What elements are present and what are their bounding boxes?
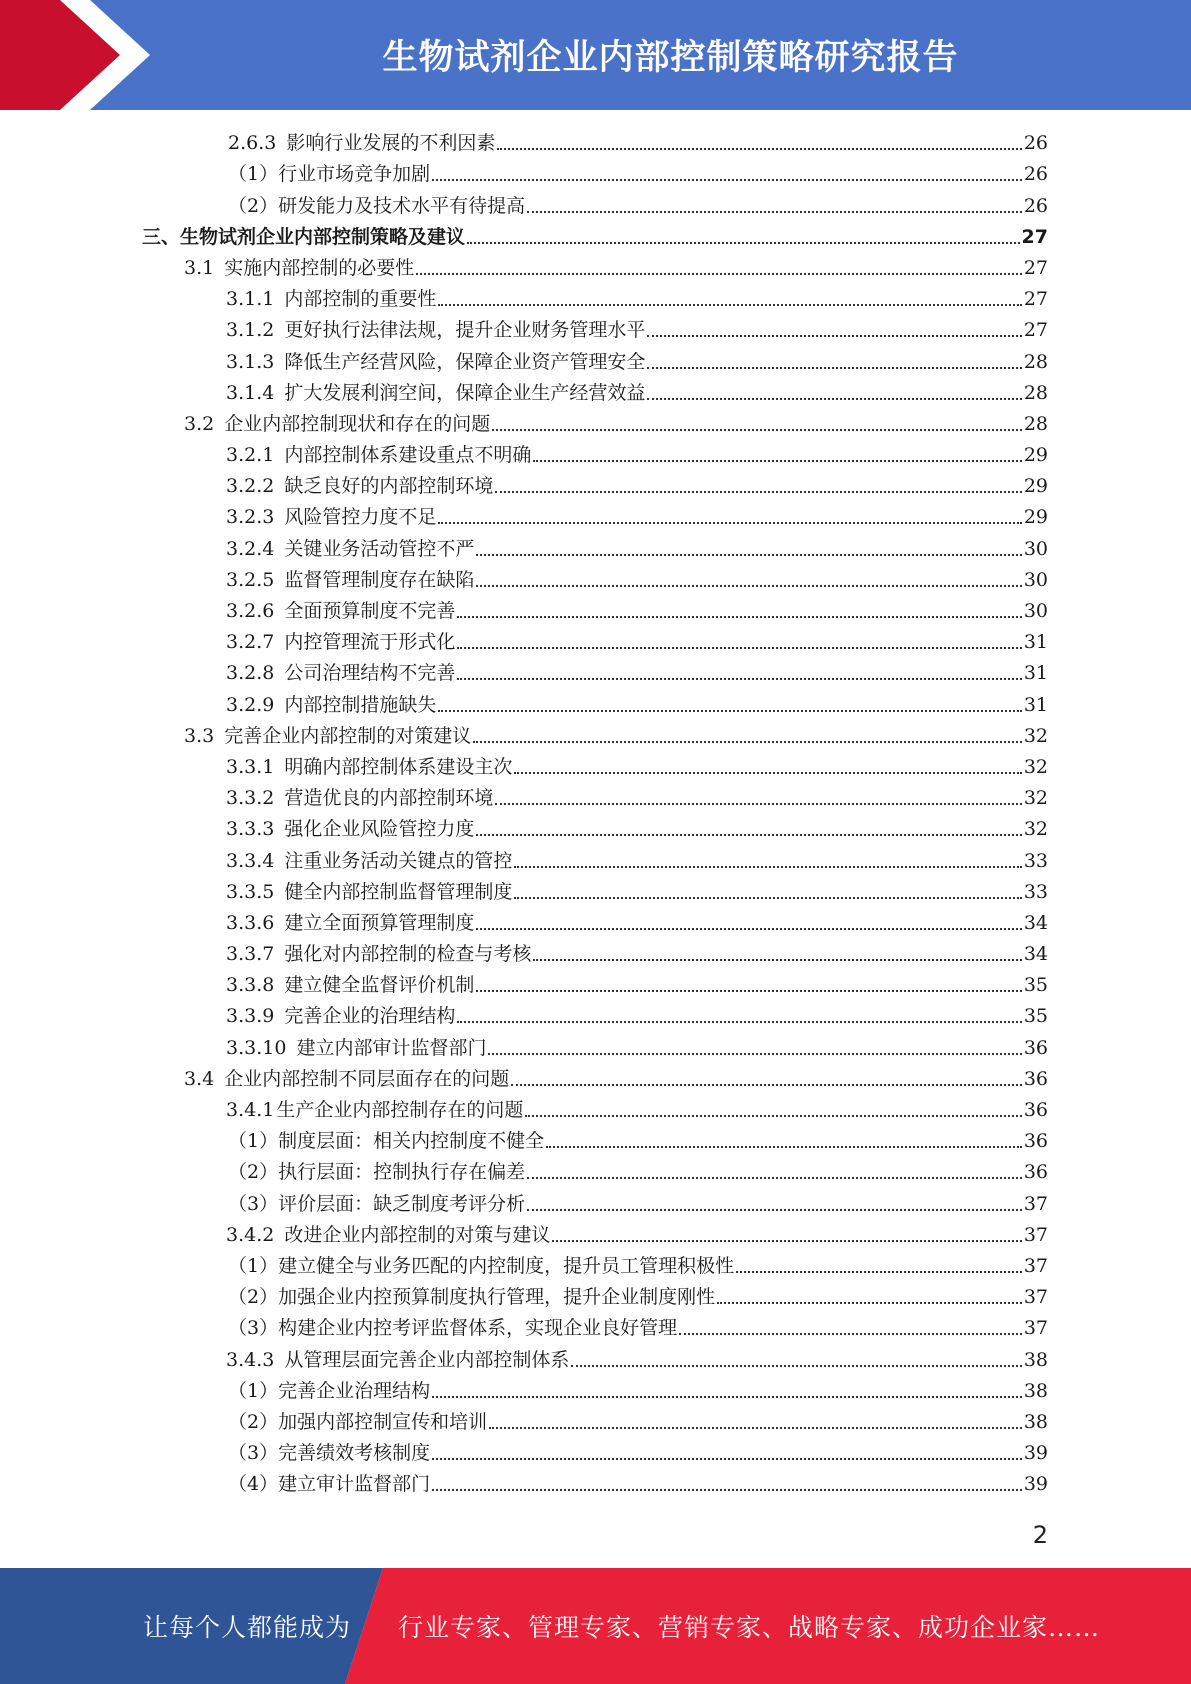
toc-entry-text: 影响行业发展的不利因素 <box>286 132 496 155</box>
toc-page-number: 36 <box>1023 1161 1048 1184</box>
toc-entry-number: 3.3.7 <box>226 943 275 966</box>
toc-entry-number: 3.4 <box>184 1067 215 1090</box>
toc-leader-dots <box>533 460 1021 462</box>
toc-entry-label <box>226 350 647 374</box>
toc-leader-dots <box>495 803 1021 805</box>
toc-leader-dots <box>736 1271 1022 1273</box>
toc-entry[interactable] <box>0 314 1191 345</box>
toc-entry[interactable] <box>0 1031 1191 1062</box>
toc-page-number: 34 <box>1023 911 1048 934</box>
toc-leader-dots <box>527 1177 1022 1179</box>
toc-entry-text: 生产企业内部控制存在的问题 <box>276 1099 524 1121</box>
toc-entry-text: 实施内部控制的必要性 <box>224 256 415 279</box>
toc-entry-text: 建立健全与业务匹配的内控制度，提升员工管理积极性 <box>278 1254 735 1277</box>
toc-entry-text: 风险管控力度不足 <box>284 506 437 529</box>
toc-entry[interactable] <box>0 1187 1191 1218</box>
report-title: 生物试剂企业内部控制策略研究报告 <box>382 38 959 78</box>
toc-leader-dots <box>432 179 1022 181</box>
toc-entry-number: 3.2.7 <box>226 631 275 654</box>
toc-page-number: 37 <box>1023 1223 1048 1246</box>
toc-leader-dots <box>647 335 1021 337</box>
toc-entry-text: 内部控制措施缺失 <box>284 693 437 716</box>
toc-entry[interactable] <box>0 688 1191 719</box>
toc-entry-label <box>228 1160 527 1184</box>
toc-entry-label <box>226 318 647 342</box>
toc-entry-text: 关键业务活动管控不严 <box>284 537 475 560</box>
toc-page-number: 37 <box>1023 1254 1048 1277</box>
toc-page-number: 33 <box>1023 880 1048 903</box>
toc-page-number: 32 <box>1023 755 1048 778</box>
toc-entry[interactable] <box>0 439 1191 470</box>
toc-entry[interactable] <box>0 1281 1191 1312</box>
toc-entry-number: （2） <box>228 1410 279 1433</box>
toc-leader-dots <box>497 148 1021 150</box>
toc-entry-label <box>228 194 527 218</box>
toc-entry-number: （3） <box>228 1442 279 1465</box>
toc-entry-number: 3.3 <box>184 724 215 747</box>
toc-entry-text: 制度层面：相关内控制度不健全 <box>278 1130 545 1153</box>
toc-entry-label <box>226 381 647 405</box>
toc-leader-dots <box>438 710 1021 712</box>
toc-entry-number: 3.2.3 <box>226 506 275 529</box>
toc-entry-label <box>226 630 457 654</box>
toc-entry-number: 3.3.4 <box>226 849 275 872</box>
toc-entry-label <box>184 724 473 748</box>
footer-slogan-right: 行业专家、管理专家、营销专家、战略专家、成功企业家…… <box>398 1613 1101 1642</box>
toc-entry[interactable] <box>0 813 1191 844</box>
toc-entry-label <box>226 755 514 779</box>
toc-entry[interactable] <box>0 158 1191 189</box>
toc-entry-text: 健全内部控制监督管理制度 <box>284 880 513 903</box>
toc-entry-text: 加强企业内控预算制度执行管理，提升企业制度刚性 <box>278 1286 716 1309</box>
toc-entry[interactable] <box>0 1437 1191 1468</box>
toc-page-number: 28 <box>1023 412 1048 435</box>
toc-entry-text: 构建企业内控考评监督体系，实现企业良好管理 <box>278 1317 678 1340</box>
toc-entry-text: 执行层面：控制执行存在偏差 <box>278 1161 526 1184</box>
toc-entry-label <box>226 973 476 997</box>
toc-leader-dots <box>514 897 1021 899</box>
toc-entry-text: 改进企业内部控制的对策与建议 <box>284 1223 551 1246</box>
toc-entry-label <box>226 474 495 498</box>
toc-entry[interactable] <box>0 1312 1191 1343</box>
toc-entry[interactable] <box>0 470 1191 501</box>
toc-page-number: 38 <box>1023 1410 1048 1433</box>
toc-page-number: 36 <box>1023 1130 1048 1153</box>
toc-leader-dots <box>432 1458 1022 1460</box>
toc-leader-dots <box>438 522 1021 524</box>
toc-page-number: 29 <box>1023 506 1048 529</box>
toc-leader-dots <box>416 273 1022 275</box>
toc-page-number: 29 <box>1023 475 1048 498</box>
toc-entry-label <box>228 162 432 186</box>
toc-leader-dots <box>457 1021 1021 1023</box>
toc-entry[interactable] <box>0 876 1191 907</box>
toc-page-number: 38 <box>1023 1379 1048 1402</box>
toc-entry-number: 3.1 <box>184 256 215 279</box>
toc-entry-text: 加强内部控制宣传和培训 <box>278 1410 488 1433</box>
toc-entry-label <box>228 1254 736 1278</box>
toc-entry-text: 强化企业风险管控力度 <box>284 818 475 841</box>
toc-entry-number: 3.1.2 <box>226 319 275 342</box>
toc-entry-number: 3.3.2 <box>226 787 275 810</box>
page-header <box>0 0 1191 110</box>
toc-entry-number: 3.3.1 <box>226 755 275 778</box>
toc-leader-dots <box>432 1396 1022 1398</box>
toc-leader-dots <box>438 304 1021 306</box>
toc-entry-label <box>226 537 476 561</box>
toc-entry[interactable] <box>0 1468 1191 1499</box>
toc-entry[interactable] <box>0 938 1191 969</box>
toc-entry-number: 3.4.2 <box>226 1223 275 1246</box>
toc-entry-number: （3） <box>228 1192 279 1215</box>
toc-leader-dots <box>457 616 1021 618</box>
page-number: 2 <box>1032 1521 1048 1549</box>
toc-entry[interactable] <box>0 345 1191 376</box>
toc-entry-text: 全面预算制度不完善 <box>284 600 456 622</box>
toc-entry-text: 建立内部审计监督部门 <box>296 1036 487 1059</box>
toc-entry-text: 公司治理结构不完善 <box>284 662 456 685</box>
toc-entry-label <box>226 1098 525 1122</box>
toc-entry-label <box>226 880 514 904</box>
toc-entry-number: 3.4.3 <box>226 1348 275 1371</box>
toc-leader-dots <box>457 678 1021 680</box>
toc-leader-dots <box>533 959 1021 961</box>
toc-entry-number: 3.3.5 <box>226 880 275 903</box>
page-footer <box>0 1568 1191 1684</box>
toc-leader-dots <box>647 398 1021 400</box>
toc-entry[interactable] <box>0 408 1191 439</box>
toc-page-number: 36 <box>1023 1036 1048 1059</box>
toc-entry-text: 内部控制的重要性 <box>284 288 437 311</box>
toc-entry-label <box>226 786 495 810</box>
toc-page-number: 26 <box>1023 194 1048 217</box>
toc-leader-dots <box>514 866 1021 868</box>
toc-entry-label <box>184 256 416 280</box>
toc-entry-text: 从管理层面完善企业内部控制体系 <box>284 1348 570 1371</box>
toc-entry-number: 3.2.2 <box>226 475 275 498</box>
toc-entry[interactable] <box>0 1219 1191 1250</box>
toc-entry-label <box>226 1223 552 1247</box>
toc-entry-number: （1） <box>228 163 279 186</box>
toc-page-number: 32 <box>1023 818 1048 841</box>
toc-entry-text: 企业内部控制不同层面存在的问题 <box>224 1067 510 1090</box>
toc-entry[interactable] <box>0 1156 1191 1187</box>
toc-leader-dots <box>514 772 1021 774</box>
toc-entry-label <box>226 287 438 311</box>
toc-entry[interactable] <box>0 657 1191 688</box>
toc-entry-label <box>228 1410 489 1434</box>
toc-entry-text: 生物试剂企业内部控制策略及建议 <box>180 225 466 248</box>
toc-entry-label <box>142 225 467 249</box>
toc-page-number: 32 <box>1023 724 1048 747</box>
toc-entry-number: 3.3.6 <box>226 911 275 934</box>
toc-entry-number: 3.3.10 <box>226 1036 287 1059</box>
toc-page-number: 38 <box>1023 1348 1048 1371</box>
toc-entry-number: （2） <box>228 194 279 217</box>
toc-entry-number: 3.3.3 <box>226 818 275 841</box>
toc-entry[interactable] <box>0 1000 1191 1031</box>
toc-leader-dots <box>527 1209 1022 1211</box>
toc-leader-dots <box>476 554 1021 556</box>
toc-entry[interactable] <box>0 1375 1191 1406</box>
toc-page-number: 35 <box>1023 974 1048 997</box>
toc-leader-dots <box>476 990 1021 992</box>
toc-leader-dots <box>467 242 1020 244</box>
toc-entry-label <box>184 1067 511 1091</box>
table-of-contents <box>0 127 1191 1499</box>
toc-page-number: 39 <box>1023 1473 1048 1496</box>
toc-leader-dots <box>527 211 1022 213</box>
toc-entry-text: 完善企业治理结构 <box>278 1379 431 1402</box>
toc-entry[interactable] <box>0 844 1191 875</box>
toc-entry[interactable] <box>0 127 1191 158</box>
toc-leader-dots <box>476 928 1021 930</box>
toc-entry-text: 建立全面预算管理制度 <box>284 911 475 934</box>
toc-entry-number: 3.4.1 <box>226 1099 275 1121</box>
toc-page-number: 27 <box>1023 288 1048 311</box>
toc-page-number: 32 <box>1023 787 1048 810</box>
toc-page-number: 30 <box>1023 600 1048 622</box>
toc-leader-dots <box>492 429 1022 431</box>
toc-page-number: 27 <box>1023 256 1048 279</box>
toc-entry-number: 3.1.4 <box>226 381 275 404</box>
toc-leader-dots <box>546 1146 1022 1148</box>
toc-leader-dots <box>476 585 1021 587</box>
toc-entry[interactable] <box>0 626 1191 657</box>
toc-page-number: 37 <box>1023 1192 1048 1215</box>
toc-entry-label <box>226 661 457 685</box>
toc-entry-text: 缺乏良好的内部控制环境 <box>284 475 494 498</box>
toc-page-number: 34 <box>1023 943 1048 966</box>
toc-page-number: 36 <box>1023 1099 1048 1121</box>
toc-entry-text: 完善企业内部控制的对策建议 <box>224 724 472 747</box>
toc-entry[interactable] <box>0 221 1191 252</box>
toc-entry-number: 2.6.3 <box>228 132 277 155</box>
toc-page-number: 27 <box>1021 225 1048 248</box>
toc-entry-label <box>226 817 476 841</box>
toc-entry-text: 完善企业的治理结构 <box>284 1005 456 1028</box>
toc-entry-label <box>184 412 492 436</box>
toc-entry-number: （1） <box>228 1130 279 1153</box>
toc-page-number: 35 <box>1023 1005 1048 1028</box>
toc-entry-text: 内部控制体系建设重点不明确 <box>284 444 532 467</box>
toc-entry-text: 企业内部控制现状和存在的问题 <box>224 412 491 435</box>
toc-entry-text: 明确内部控制体系建设主次 <box>284 755 513 778</box>
toc-entry[interactable] <box>0 564 1191 595</box>
toc-entry-label <box>228 1129 546 1153</box>
toc-leader-dots <box>525 1115 1021 1117</box>
toc-leader-dots <box>647 367 1021 369</box>
toc-entry-number: （2） <box>228 1161 279 1184</box>
toc-page-number: 37 <box>1023 1317 1048 1340</box>
toc-page-number: 37 <box>1023 1286 1048 1309</box>
toc-entry-label <box>226 1348 571 1372</box>
toc-entry-label <box>226 1036 488 1060</box>
toc-entry-text: 更好执行法律法规，提升企业财务管理水平 <box>284 319 646 342</box>
toc-entry[interactable] <box>0 782 1191 813</box>
toc-entry-number: （1） <box>228 1254 279 1277</box>
toc-entry-text: 扩大发展利润空间，保障企业生产经营效益 <box>284 381 646 404</box>
toc-entry-number: 3.2.1 <box>226 444 275 467</box>
toc-page-number: 26 <box>1023 132 1048 155</box>
toc-leader-dots <box>476 834 1021 836</box>
toc-entry[interactable] <box>0 1343 1191 1374</box>
toc-entry-number: 3.2.8 <box>226 662 275 685</box>
toc-entry-text: 完善绩效考核制度 <box>278 1442 431 1465</box>
toc-entry[interactable] <box>0 595 1191 626</box>
toc-entry-label <box>226 568 476 592</box>
toc-page-number: 31 <box>1023 693 1048 716</box>
toc-entry-text: 注重业务活动关键点的管控 <box>284 849 513 872</box>
toc-entry-label <box>226 1004 457 1028</box>
toc-entry-number: 3.3.9 <box>226 1005 275 1028</box>
toc-entry-label <box>228 131 497 155</box>
toc-entry-text: 行业市场竞争加剧 <box>278 163 431 186</box>
toc-entry[interactable] <box>0 501 1191 532</box>
toc-leader-dots <box>489 1427 1022 1429</box>
toc-entry-label <box>228 1379 432 1403</box>
toc-entry-number: 3.2.6 <box>226 600 275 622</box>
toc-page-number: 36 <box>1023 1067 1048 1090</box>
toc-page-number: 39 <box>1023 1442 1048 1465</box>
toc-entry-label <box>228 1285 717 1309</box>
toc-entry[interactable] <box>0 252 1191 283</box>
toc-entry[interactable] <box>0 1063 1191 1094</box>
toc-entry-number: 3.2.4 <box>226 537 275 560</box>
toc-entry-number: （4） <box>228 1473 279 1496</box>
toc-entry-number: （1） <box>228 1379 279 1402</box>
toc-entry-text: 建立健全监督评价机制 <box>284 974 475 997</box>
toc-leader-dots <box>571 1365 1021 1367</box>
toc-entry-label <box>226 849 514 873</box>
toc-entry-label <box>226 599 457 623</box>
toc-page-number: 31 <box>1023 662 1048 685</box>
toc-page-number: 26 <box>1023 163 1048 186</box>
toc-entry-label <box>226 443 533 467</box>
toc-page-number: 28 <box>1023 350 1048 373</box>
toc-entry-label <box>228 1441 432 1465</box>
toc-entry-text: 建立审计监督部门 <box>278 1473 431 1496</box>
toc-entry-text: 内控管理流于形式化 <box>284 631 456 654</box>
toc-leader-dots <box>679 1333 1022 1335</box>
toc-entry[interactable] <box>0 751 1191 782</box>
toc-leader-dots <box>511 1084 1022 1086</box>
toc-entry-number: 3.3.8 <box>226 974 275 997</box>
toc-entry-number: 3.2 <box>184 412 215 435</box>
toc-leader-dots <box>432 1489 1022 1491</box>
toc-entry[interactable] <box>0 377 1191 408</box>
toc-leader-dots <box>457 647 1021 649</box>
toc-entry-label <box>226 505 438 529</box>
toc-entry-number: （2） <box>228 1286 279 1309</box>
toc-entry[interactable] <box>0 1250 1191 1281</box>
toc-entry-label <box>226 911 476 935</box>
toc-page-number: 31 <box>1023 631 1048 654</box>
toc-entry[interactable] <box>0 1094 1191 1125</box>
toc-page-number: 33 <box>1023 849 1048 872</box>
toc-entry-text: 强化对内部控制的检查与考核 <box>284 943 532 966</box>
toc-entry-label <box>226 693 438 717</box>
toc-entry-number: 3.1.1 <box>226 288 275 311</box>
toc-leader-dots <box>473 741 1022 743</box>
toc-entry[interactable] <box>0 532 1191 563</box>
toc-entry-text: 研发能力及技术水平有待提高 <box>278 194 526 217</box>
toc-entry-number: （3） <box>228 1317 279 1340</box>
toc-entry-number: 三、 <box>142 225 181 248</box>
toc-page-number: 29 <box>1023 444 1048 467</box>
toc-leader-dots <box>552 1240 1021 1242</box>
toc-leader-dots <box>495 491 1021 493</box>
toc-entry-text: 监督管理制度存在缺陷 <box>284 568 475 591</box>
toc-entry-text: 降低生产经营风险，保障企业资产管理安全 <box>284 350 646 373</box>
toc-entry-label <box>228 1472 432 1496</box>
toc-leader-dots <box>717 1302 1022 1304</box>
toc-entry-label <box>226 942 533 966</box>
toc-entry[interactable] <box>0 907 1191 938</box>
toc-entry-label <box>228 1316 679 1340</box>
toc-page-number: 30 <box>1023 568 1048 591</box>
toc-entry-number: 3.2.9 <box>226 693 275 716</box>
footer-slogan-left: 让每个人都能成为 <box>143 1613 352 1642</box>
toc-entry-number: 3.1.3 <box>226 350 275 373</box>
toc-entry[interactable] <box>0 283 1191 314</box>
toc-entry-text: 评价层面：缺乏制度考评分析 <box>278 1192 526 1215</box>
toc-entry[interactable] <box>0 969 1191 1000</box>
toc-entry[interactable] <box>0 1406 1191 1437</box>
toc-entry[interactable] <box>0 720 1191 751</box>
toc-entry[interactable] <box>0 189 1191 220</box>
toc-page-number: 30 <box>1023 537 1048 560</box>
toc-entry-number: 3.2.5 <box>226 568 275 591</box>
toc-page-number: 27 <box>1023 319 1048 342</box>
toc-entry[interactable] <box>0 1125 1191 1156</box>
toc-entry-label <box>228 1192 527 1216</box>
toc-leader-dots <box>488 1053 1021 1055</box>
toc-entry-text: 营造优良的内部控制环境 <box>284 787 494 810</box>
toc-page-number: 28 <box>1023 381 1048 404</box>
